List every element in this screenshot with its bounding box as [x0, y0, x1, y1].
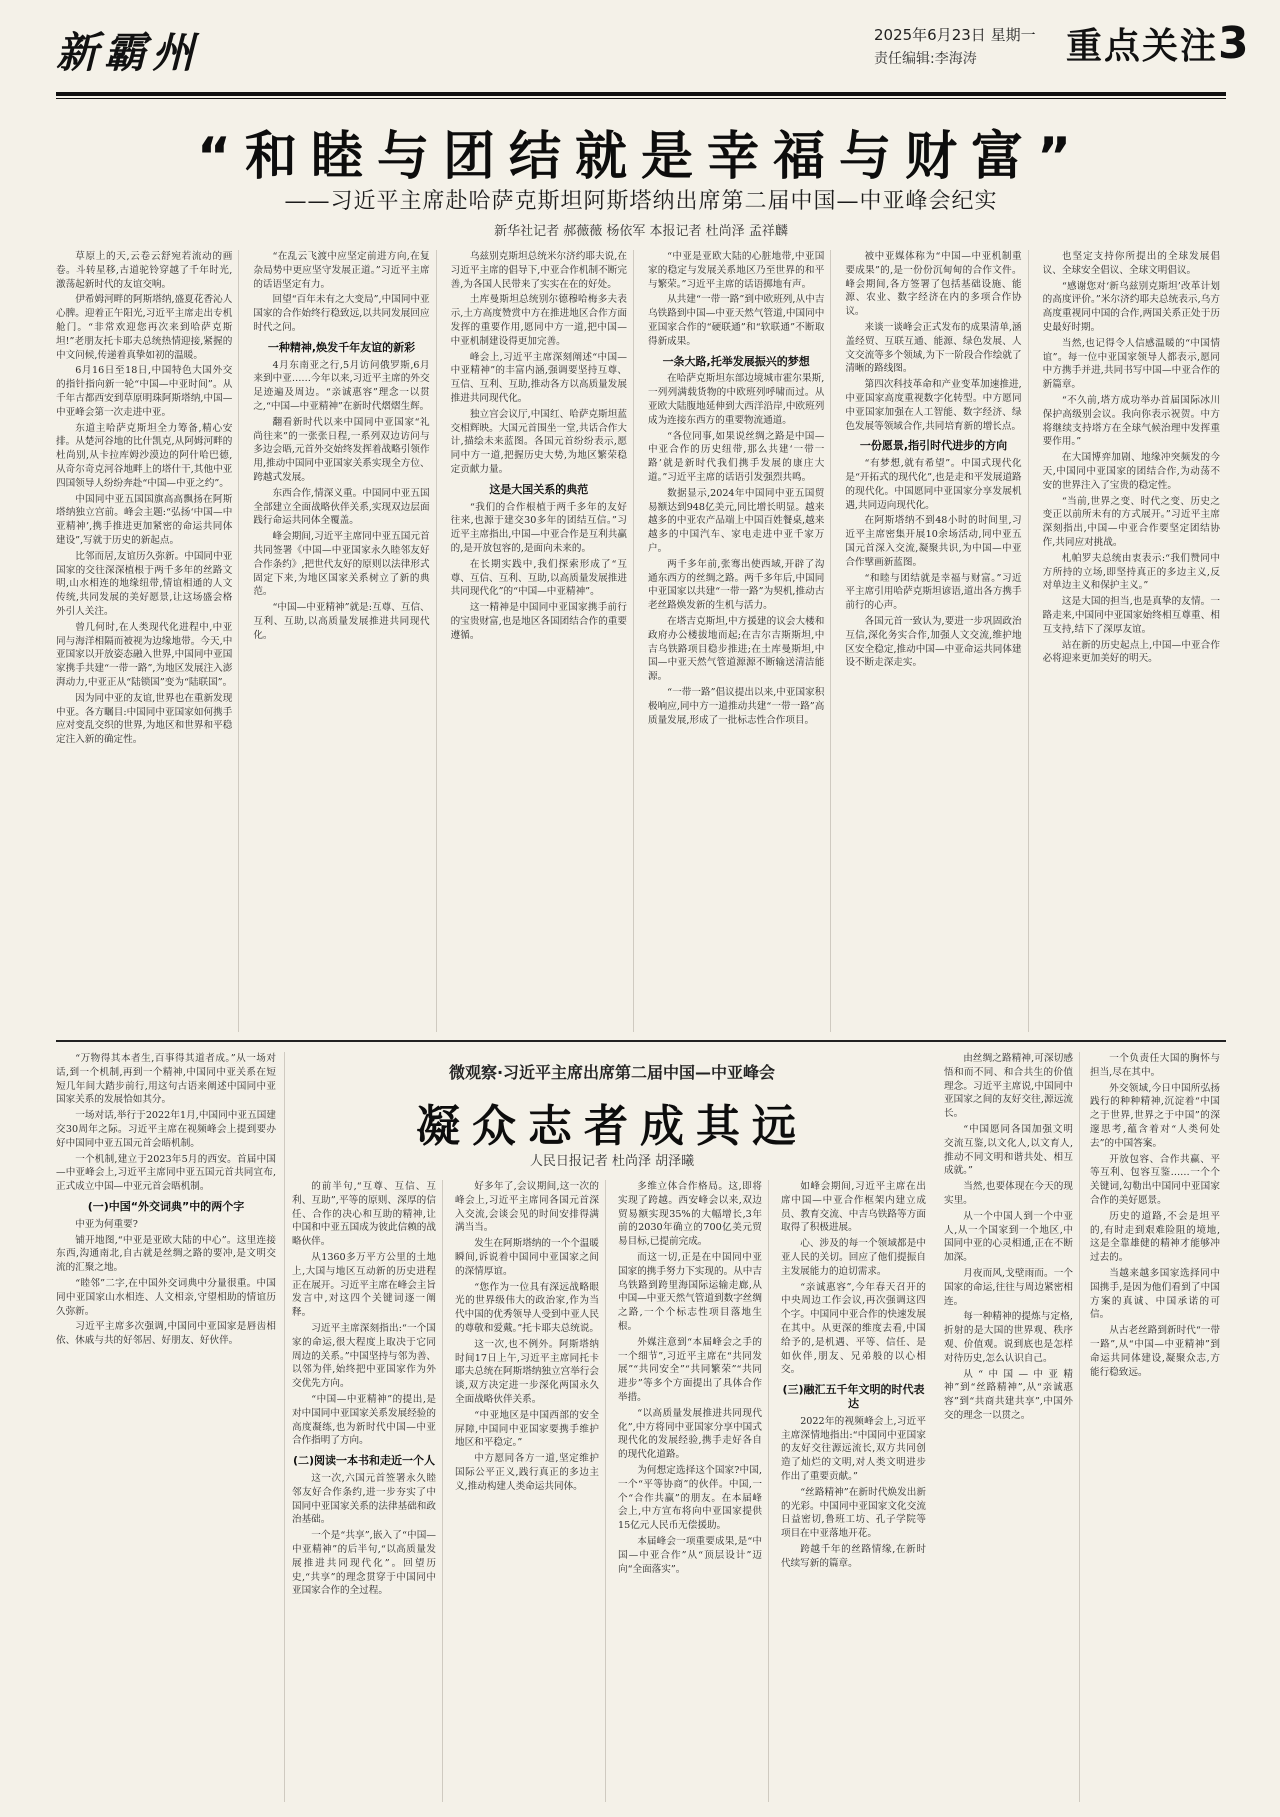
paragraph: 中方愿同各方一道,坚定维护国际公平正义,践行真正的多边主义,推动构建人类命运共同体。 — [455, 1453, 599, 1492]
paragraph: 曾几何时,在人类现代化进程中,中亚同与海洋相隔而被视为边缘地带。今天,中亚国家以开放姿态融入世界,中国同中亚国家携手共建“一带一路”,为地区发展注入澎湃动力,中亚正从“陆锁国”变为“陆联国”。 — [56, 621, 233, 688]
paragraph: 月夜而风,戈壁雨而。一个国家的命运,往往与周边紧密相连。 — [944, 1267, 1073, 1307]
paragraph: “亲诚惠容”,今年春天召开的中央周边工作会议,再次强调这四个字。中国同中亚合作的快速发展在其中。从更深的维度去看,中国给予的,是机遇、平等、信任、是如伙伴,朋友、兄弟般的以心相交。 — [781, 1281, 926, 1376]
paragraph: 乌兹别克斯坦总统米尔济约耶夫说,在习近平主席的倡导下,中亚合作机制不断完善,为各国人民带来了实实在在的好处。 — [450, 251, 627, 290]
paragraph: 东西合作,情深义重。中国同中亚五国全部建立全面战略伙伴关系,实现双边层面践行命运共同体全覆盖。 — [253, 487, 430, 527]
paragraph: 历史的道路,不会是坦平的,有时走到艰难险阻的境地,这是全靠雄健的精神才能够冲过去的。 — [1090, 1210, 1220, 1264]
paragraph: 从古老丝路到新时代“一带一路”,从“中国—中亚精神”到命运共同体建设,凝聚众志,方能行稳致远。 — [1090, 1325, 1220, 1378]
main-article-body — [56, 250, 1226, 1032]
paragraph: 本届峰会一项重要成果,是“中国—中亚合作”从“顶层设计”迈向“全面落实”。 — [618, 1535, 762, 1575]
paragraph: 伊希姆河畔的阿斯塔纳,盛夏花香沁人心脾。迎着正午阳光,习近平主席走出专机舱门。“非常欢迎您再次来到哈萨克斯坦!”老朋友托卡耶夫总统热情迎接,紧握的中文问候,传递着真挚如初的温暖。 — [56, 294, 233, 361]
paragraph: “中国—中亚精神”的提出,是对中国同中亚国家关系发展经验的高度凝练,也为新时代中国—中亚合作指明了方向。 — [292, 1393, 436, 1447]
paragraph: 一个负责任大国的胸怀与担当,尽在其中。 — [1090, 1053, 1220, 1078]
feature-kicker: 微观察·习近平主席出席第二届中国—中亚峰会 — [448, 1063, 776, 1082]
paragraph: “一带一路”倡议提出以来,中亚国家积极响应,同中方一道推动共建“一带一路”高质量发展,形成了一批标志性合作项目。 — [647, 686, 825, 726]
feature-column — [292, 1180, 443, 1802]
paragraph: 好多年了,会议期间,这一次的峰会上,习近平主席同各国元首深入交流,会谈会见的时间安排得满满当当。 — [455, 1181, 599, 1234]
paragraph: 心、涉及的每一个领域都是中亚人民的关切。回应了他们提振自主发展能力的迫切需求。 — [781, 1238, 926, 1277]
paragraph: 札帕罗夫总统由衷表示:“我们赞同中方所持的立场,即坚持真正的多边主义,反对单边主义和保护主义。” — [1042, 552, 1220, 592]
paragraph: 外交领域,今日中国所弘扬践行的种种精神,沉淀着“中国之于世界,世界之于中国”的深邃思考,蕴含着对“人类何处去”的中国答案。 — [1090, 1082, 1220, 1149]
article-column — [451, 250, 634, 1032]
paragraph: 一个机制,建立于2023年5月的西安。首届中国—中亚峰会上,习近平主席同中亚五国元首共同宣布,正式成立中国—中亚元首会晤机制。 — [56, 1153, 276, 1193]
paragraph: 一场对话,举行于2022年1月,中国同中亚五国建交30周年之际。习近平主席在视频峰会上提到要办好中国同中亚五国元首会晤机制。 — [56, 1110, 276, 1149]
paragraph: 被中亚媒体称为“中国—中亚机制重要成果”的,是一份份沉甸甸的合作文件。峰会期间,各方签署了包括基础设施、能源、农业、数字经济在内的多项合作协议。 — [845, 251, 1022, 318]
paragraph: “万物得其本者生,百事得其道者成。”从一场对话,到一个机制,再到一个精神,中国同中亚关系在短短几年间大踏步前行,用这句古语来阐述中国同中亚国家关系的发展恰如其分。 — [56, 1053, 276, 1106]
paragraph: 跨越千年的丝路情缘,在新时代续写新的篇章。 — [781, 1543, 926, 1569]
paragraph: 习近平主席多次强调,中国同中亚国家是唇齿相依、休戚与共的好邻居、好朋友、好伙伴。 — [56, 1321, 276, 1347]
section-divider — [56, 1040, 1226, 1042]
paragraph: “在乱云飞渡中应坚定前进方向,在复杂局势中更应坚守发展正道。”习近平主席的话语坚定有力。 — [253, 251, 430, 290]
section-header — [1066, 18, 1251, 69]
feature-title: 凝众志者成其远 — [416, 1101, 808, 1152]
paragraph: 而这一切,正是在中国同中亚国家的携手努力下实现的。从中吉乌铁路到跨里海国际运输走廊,从中国—中亚天然气管道到数字丝绸之路,一个个标志性项目落地生根。 — [618, 1251, 762, 1332]
paragraph: “以高质量发展推进共同现代化”,中方将同中亚国家分享中国式现代化的发展经验,携手走好各自的现代化道路。 — [618, 1407, 762, 1461]
paragraph: 两千多年前,张骞出使西域,开辟了沟通东西方的丝绸之路。两千多年后,中国同中亚国家以共建“一带一路”为契机,推动古老丝路焕发新的生机与活力。 — [647, 558, 825, 612]
paragraph: 在哈萨克斯坦东部边境城市霍尔果斯,一列列满载货物的中欧班列呼啸而过。从亚欧大陆腹地延伸到大西洋沿岸,中欧班列成为连接东西方的重要物流通道。 — [647, 373, 825, 426]
newspaper-logo: 新霸州 — [56, 28, 201, 77]
feature-column — [781, 1180, 932, 1802]
paragraph: 为何想定选择这个国家?中国,一个“平等协商”的伙伴。中国,一个“合作共赢”的朋友。在本届峰会上,中方宣布将向中亚国家提供15亿元人民币无偿援助。 — [618, 1464, 762, 1532]
paragraph: 从共建“一带一路”到中欧班列,从中吉乌铁路到中国—中亚天然气管道,中国同中亚国家合作的“硬联通”和“软联通”不断取得新成果。 — [647, 294, 825, 347]
article-column — [1043, 250, 1226, 1032]
paragraph: 这一次,也不例外。阿斯塔纳时间17日上午,习近平主席同托卡耶夫总统在阿斯塔纳独立宫举行会谈,双方决定进一步深化两国永久全面战略伙伴关系。 — [455, 1338, 599, 1405]
paragraph: 在大国博弈加剧、地缘冲突频发的今天,中国同中亚国家的团结合作,为动荡不安的世界注入了宝贵的稳定性。 — [1042, 452, 1220, 491]
feature-column — [1090, 1052, 1226, 1802]
paragraph: 来谈一谈峰会正式发布的成果清单,涵盖经贸、互联互通、能源、绿色发展、人文交流等多个领域,为下一阶段合作绘就了清晰的路线图。 — [845, 321, 1022, 375]
paragraph: “中亚地区是中国西部的安全屏障,中国同中亚国家要携手维护地区和平稳定。” — [455, 1409, 599, 1449]
paragraph: “我们的合作根植于两千多年的友好往来,也源于建交30多年的团结互信。”习近平主席指出,中国—中亚合作是互利共赢的,是开放包容的,是面向未来的。 — [450, 501, 627, 554]
section-heading: 一种精神,焕发千年友谊的新彩 — [267, 340, 416, 354]
paragraph: 在长期实践中,我们探索形成了“互尊、互信、互利、互助,以高质量发展推进共同现代化”的“中国—中亚精神”。 — [450, 558, 627, 598]
main-subheadline: ——习近平主席赴哈萨克斯坦阿斯塔纳出席第二届中国—中亚峰会纪实 — [284, 189, 998, 214]
paragraph: 峰会期间,习近平主席同中亚五国元首共同签署《中国—中亚国家永久睦邻友好合作条约》,把世代友好的原则以法律形式固定下来,为地区国家关系树立了新的典范。 — [253, 531, 430, 598]
paragraph: 数据显示,2024年中国同中亚五国贸易额达到948亿美元,同比增长明显。越来越多的中亚农产品端上中国百姓餐桌,越来越多的中国汽车、家电走进中亚千家万户。 — [647, 487, 825, 554]
section-heading: (一)中国“外交词典”中的两个字 — [87, 1199, 245, 1213]
masthead — [56, 16, 1251, 90]
paragraph: 在塔吉克斯坦,中方援建的议会大楼和政府办公楼拔地而起;在吉尔吉斯斯坦,中吉乌铁路项目稳步推进;在土库曼斯坦,中国—中亚天然气管道源源不断输送清洁能源。 — [647, 615, 825, 683]
paragraph: 因为同中亚的友谊,世界也在重新发现中亚。各方瞩目:中国同中亚国家如何携手应对变乱交织的世界,为地区和世界和平稳定注入新的确定性。 — [56, 692, 233, 746]
paragraph: 土库曼斯坦总统别尔德穆哈梅多夫表示,土方高度赞赏中方在推进地区合作方面发挥的重要作用,愿同中方一道,把中国—中亚机制建设得更加完善。 — [450, 294, 627, 347]
section-heading: (三)融汇五千年文明的时代表达 — [782, 1383, 925, 1410]
paragraph: 当越来越多国家选择同中国携手,是因为他们看到了中国方案的真诚、中国承诺的可信。 — [1090, 1267, 1220, 1321]
paragraph: 中亚为何重要? — [75, 1218, 138, 1230]
paragraph: “感谢您对‘新乌兹别克斯坦’改革计划的高度评价。”米尔济约耶夫总统表示,乌方高度重视同中国的合作,两国关系正处于历史最好时期。 — [1042, 280, 1220, 333]
article-column — [253, 250, 436, 1032]
paragraph: 发生在阿斯塔纳的一个个温暖瞬间,诉说着中国同中亚国家之间的深情厚谊。 — [455, 1238, 599, 1277]
paragraph: 从“中国—中亚精神”到“丝路精神”,从“亲诚惠容”到“共商共建共享”,中国外交的理念一以贯之。 — [944, 1368, 1073, 1421]
paragraph: “各位同事,如果说丝绸之路是中国—中亚合作的历史纽带,那么共建‘一带一路’就是新时代我们携手发展的康庄大道。”习近平主席的话语引发强烈共鸣。 — [647, 430, 825, 483]
paragraph: “中亚是亚欧大陆的心脏地带,中亚国家的稳定与发展关系地区乃至世界的和平与繁荣。”习近平主席的话语掷地有声。 — [647, 251, 825, 290]
article-column — [56, 250, 239, 1032]
feature-column — [618, 1180, 769, 1802]
paragraph: 6月16日至18日,中国特色大国外交的指针指向新一轮“中国—中亚时间”。从千年古都西安到草原明珠阿斯塔纳,中国—中亚峰会第一次走进中亚。 — [56, 365, 233, 418]
paragraph: 比邻而居,友谊历久弥新。中国同中亚国家的交往深深植根于两千多年的丝路文明,山水相连的地缘纽带,情谊相通的人文传统,共同发展的美好愿景,让这场盛会格外引人关注。 — [56, 550, 233, 617]
paragraph: 第四次科技革命和产业变革加速推进,中亚国家高度重视数字化转型。中方愿同中亚国家加强在人工智能、数字经济、绿色发展等领域合作,共同培育新的增长点。 — [845, 379, 1022, 432]
paragraph: “当前,世界之变、时代之变、历史之变正以前所未有的方式展开。”习近平主席深刻指出,中国—中亚合作要坚定团结协作,共同应对挑战。 — [1042, 495, 1220, 548]
paragraph: “中国愿同各国加强文明交流互鉴,以文化人,以文育人,推动不同文明和谐共处、相互成就。” — [944, 1123, 1073, 1177]
paragraph: 4月东南亚之行,5月访问俄罗斯,6月来到中亚……今年以来,习近平主席的外交足迹遍及周边。“亲诚惠容”理念一以贯之,“中国—中亚精神”在新时代熠熠生辉。 — [253, 359, 430, 412]
paragraph: 的前半句,“互尊、互信、互利、互助”,平等的原则、深厚的信任、合作的决心和互助的精神,让中国和中亚五国成为彼此信赖的战略伙伴。 — [292, 1181, 436, 1248]
section-heading: (二)阅读一本书和走近一个人 — [292, 1454, 436, 1468]
feature-column — [944, 1052, 1080, 1802]
paragraph: 当然,也记得令人信感温暖的“中国情谊”。每一位中亚国家领导人都表示,愿同中方携手并进,共同书写中国—中亚合作的新篇章。 — [1042, 337, 1220, 391]
section-name: 重点关注 — [1066, 26, 1219, 67]
paragraph: 多维立体合作格局。这,即将实现了跨越。西安峰会以来,双边贸易额实现35%的大幅增长,3年前的2030年确立的700亿美元贸易目标,已提前完成。 — [618, 1181, 762, 1248]
paragraph: 中国同中亚五国国旗高高飘扬在阿斯塔纳独立宫前。峰会主题:“弘扬‘中国—中亚精神’,携手推进更加紧密的命运共同体建设”,写就于历史的新起点。 — [56, 493, 233, 546]
paragraph: 在阿斯塔纳不到48小时的时间里,习近平主席密集开展10余场活动,同中亚五国元首深入交流,凝聚共识,为中国—中亚合作擘画新蓝图。 — [845, 515, 1022, 568]
paragraph: “和睦与团结就是幸福与财富。”习近平主席引用哈萨克斯坦谚语,道出各方携手前行的心声。 — [845, 572, 1022, 612]
feature-body — [292, 1180, 932, 1802]
paragraph: 每一种精神的提炼与定格,折射的是大国的世界观、秩序观、价值观。说到底也是怎样对待历史,怎么认识自己。 — [944, 1311, 1073, 1364]
paragraph: 外媒注意到“本届峰会之手的一个细节”,习近平主席在“共同发展”“共同安全”“共同繁荣”“共同进步”等多个方面提出了具体合作举措。 — [618, 1336, 762, 1403]
main-byline: 新华社记者 郝薇薇 杨依军 本报记者 杜尚泽 孟祥麟 — [494, 224, 788, 239]
paragraph: 当然,也要体现在今天的现实里。 — [944, 1181, 1073, 1206]
paragraph: 东道主哈萨克斯坦全力筹备,精心安排。从楚河谷地的比什凯克,从阿姆河畔的杜尚别,从卡拉库姆沙漠边的阿什哈巴德,从奇尔奇克河谷地畔上的塔什干,其他中亚四国领导人纷纷奔赴“中国—中亚之约”。 — [56, 422, 233, 489]
paragraph: 开放包容、合作共赢、平等互利、包容互鉴……一个个关键词,勾勒出中国同中亚国家合作的美好愿景。 — [1090, 1153, 1220, 1206]
feature-byline: 人民日报记者 杜尚泽 胡泽曦 — [529, 1154, 695, 1169]
article-column — [648, 250, 831, 1032]
page-number: 3 — [1218, 18, 1251, 69]
paragraph: 一个是“共享”,嵌入了“中国—中亚精神”的后半句,“以高质量发展推进共同现代化”。回望历史,“共享”的理念贯穿于中国同中亚国家合作的全过程。 — [292, 1530, 436, 1597]
section-heading: 一条大路,托举发展振兴的梦想 — [662, 354, 810, 368]
paragraph: “不久前,塔方成功举办首届国际冰川保护高级别会议。我向你表示祝贺。中方将继续支持塔方在全球气候治理中发挥重要作用。” — [1042, 394, 1220, 448]
issue-date: 2025年6月23日 星期一 — [874, 26, 1036, 44]
paragraph: 各国元首一致认为,要进一步巩固政治互信,深化务实合作,加强人文交流,维护地区安全稳定,推动中国—中亚命运共同体建设不断走深走实。 — [845, 615, 1022, 669]
paragraph: “您作为一位具有深远战略眼光的世界级伟大的政治家,作为当代中国的优秀领导人受到中亚人民的尊敬和爱戴。”托卡耶夫总统说。 — [455, 1281, 600, 1334]
paragraph: 回望“百年未有之大变局”,中国同中亚国家的合作始终行稳致远,以共同发展回应时代之问。 — [253, 294, 430, 333]
paragraph: 由丝绸之路精神,可深切感悟和而不同、和合共生的价值理念。习近平主席说,中国同中亚国家之间的友好交往,源远流长。 — [944, 1053, 1073, 1120]
header-rule — [56, 92, 1226, 96]
paragraph: 站在新的历史起点上,中国—中亚合作必将迎来更加美好的明天。 — [1042, 639, 1220, 665]
paragraph: “有梦想,就有希望”。中国式现代化是“开拓式的现代化”,也是走和平发展道路的现代化。中国愿同中亚国家分享发展机遇,共同迈向现代化。 — [845, 458, 1022, 511]
paragraph: 铺开地图,“中亚是亚欧大陆的中心”。这里连接东西,沟通南北,自古就是丝绸之路的要冲,是文明交流的汇聚之地。 — [56, 1234, 276, 1274]
paragraph: 习近平主席深刻指出:“一个国家的命运,很大程度上取决于它同周边的关系。”中国坚持与邻为善、以邻为伴,始终把中亚国家作为外交优先方向。 — [292, 1322, 437, 1390]
paragraph: 翻看新时代以来中国同中亚国家“礼尚往来”的一张张日程,一系列双边访问与多边会晤,元首外交始终发挥着战略引领作用,推动中国同中亚国家关系实现全方位、跨越式发展。 — [253, 416, 430, 483]
paragraph: 峰会上,习近平主席深刻阐述“中国—中亚精神”的丰富内涵,强调要坚持互尊、互信、互利、互助,推动各方以高质量发展推进共同现代化。 — [450, 351, 627, 404]
feature-right-columns — [944, 1052, 1226, 1802]
article-column — [845, 250, 1028, 1032]
paragraph: 也坚定支持你所提出的全球发展倡议、全球安全倡议、全球文明倡议。 — [1042, 251, 1220, 276]
paragraph: 从1360多万平方公里的土地上,大国与地区互动新的历史进程正在展开。习近平主席在峰会主旨发言中,对这四个关键词逐一阐释。 — [292, 1251, 436, 1319]
main-headline: “和睦与团结就是幸福与财富” — [196, 127, 1086, 187]
paragraph: 这是大国的担当,也是真挚的友情。一路走来,中国同中亚国家始终相互尊重、相互支持,结下了深厚友谊。 — [1042, 596, 1220, 635]
feature-left-column — [56, 1052, 285, 1802]
paragraph: “丝路精神”在新时代焕发出新的光彩。中国同中亚国家文化交流日益密切,鲁班工坊、孔子学院等项目在中亚落地开花。 — [781, 1486, 926, 1540]
header-rule-thin — [56, 98, 1226, 99]
paragraph: “中国—中亚精神”就是:互尊、互信、互利、互助,以高质量发展推进共同现代化。 — [253, 602, 430, 641]
paragraph: 从一个中国人到一个中亚人,从一个国家到一个地区,中国同中亚的心灵相通,正在不断加深。 — [944, 1210, 1073, 1264]
section-heading: 这是大国关系的典范 — [489, 482, 589, 496]
paragraph: 如峰会期间,习近平主席在出席中国—中亚合作框架内建立成员、教育交流、中吉乌铁路等方面取得了积极进展。 — [781, 1181, 926, 1234]
paragraph: 这一次,六国元首签署永久睦邻友好合作条约,进一步夯实了中国同中亚国家关系的法律基础和政治基础。 — [292, 1472, 436, 1526]
feature-column — [455, 1180, 606, 1802]
paragraph: 草原上的天,云卷云舒宛若流动的画卷。斗转星移,古道驼铃穿越了千年时光,激荡起新时代的友谊交响。 — [56, 251, 233, 290]
paragraph: 2022年的视频峰会上,习近平主席深情地指出:“中国同中亚国家的友好交往源远流长,双方共同创造了灿烂的文明,对人类文明进步作出了重要贡献。” — [781, 1415, 926, 1482]
paragraph: “睦邻”二字,在中国外交词典中分量很重。中国同中亚国家山水相连、人文相亲,守望相助的情谊历久弥新。 — [56, 1277, 276, 1317]
section-heading: 一份愿景,指引时代进步的方向 — [859, 439, 1008, 453]
paragraph: 这一精神是中国同中亚国家携手前行的宝贵财富,也是地区各国团结合作的重要遵循。 — [450, 602, 627, 641]
editor-credit: 责任编辑:李海涛 — [874, 51, 977, 67]
paragraph: 独立宫会议厅,中国红、哈萨克斯坦蓝交相辉映。大国元首围坐一堂,共话合作大计,描绘未来蓝图。各国元首纷纷表示,愿同中方一道,把握历史大势,为地区繁荣稳定贡献力量。 — [450, 408, 627, 475]
